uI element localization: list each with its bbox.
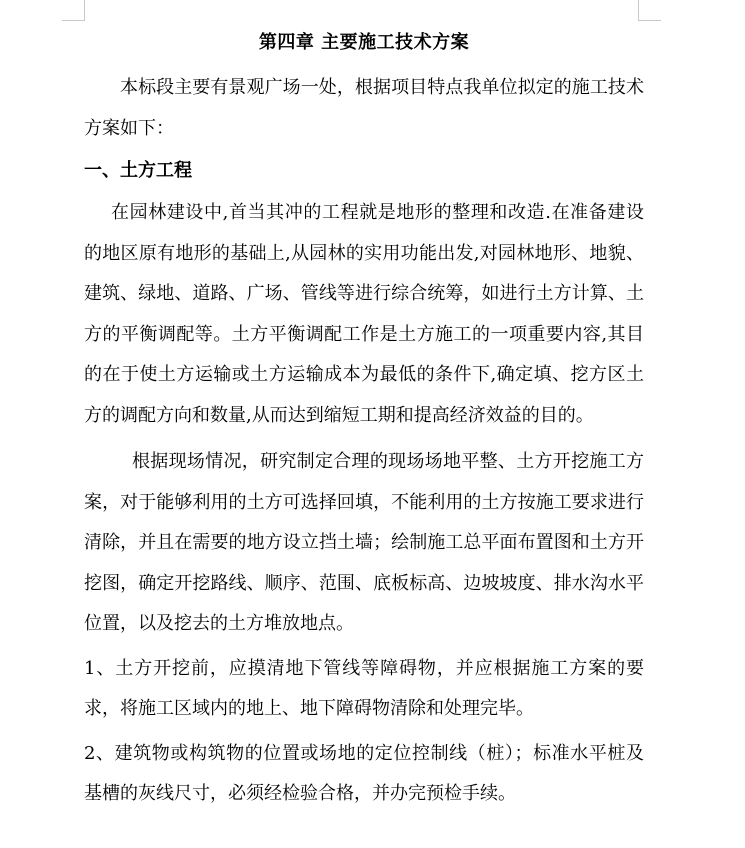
earthwork-paragraph-2: 根据现场情况，研究制定合理的现场场地平整、土方开挖施工方案，对于能够利用的土方可选择回填，不能利用的土方按施工要求进行清除，并且在需要的地方设立挡土墙；绘制施工总平面布置图和土方开挖图，确定开挖路线、顺序、范围、底板标高、边坡坡度、排水沟水平位置，以及挖去的土方堆放地点。	[84, 451, 644, 634]
earthwork-paragraph-1: 在园林建设中,首当其冲的工程就是地形的整理和改造.在准备建设的地区原有地形的基础上,从园林的实用功能出发,对园林地形、地貌、建筑、绿地、道路、广场、管线等进行综合统筹，如进行土方计算、土方的平衡调配等。土方平衡调配工作是土方施工的一项重要内容,其目的在于使土方运输或土方运输成本为最低的条件下,确定填、挖方区土方的调配方向和数量,从而达到缩短工期和提高经济效益的目的。	[84, 202, 644, 426]
document-body	[84, 28, 644, 815]
chapter-title: 第四章 主要施工技术方案	[258, 32, 470, 53]
crop-mark-top-left-vertical	[84, 0, 85, 21]
crop-mark-top-right-vertical	[638, 0, 639, 21]
section-heading-earthwork: 一、土方工程	[84, 160, 192, 181]
intro-paragraph: 本标段主要有景观广场一处，根据项目特点我单位拟定的施工技术方案如下：	[84, 77, 644, 139]
crop-mark-top-left-horizontal	[62, 20, 85, 21]
earthwork-list-item-2: 2、建筑物或构筑物的位置或场地的定位控制线（桩）；标准水平桩及基槽的灰线尺寸，必须经检验合格，并办完预检手续。	[84, 742, 644, 804]
earthwork-list-item-1: 1、土方开挖前，应摸清地下管线等障碍物，并应根据施工方案的要求，将施工区域内的地上、地下障碍物清除和处理完毕。	[84, 657, 644, 719]
crop-mark-top-right-horizontal	[638, 20, 661, 21]
